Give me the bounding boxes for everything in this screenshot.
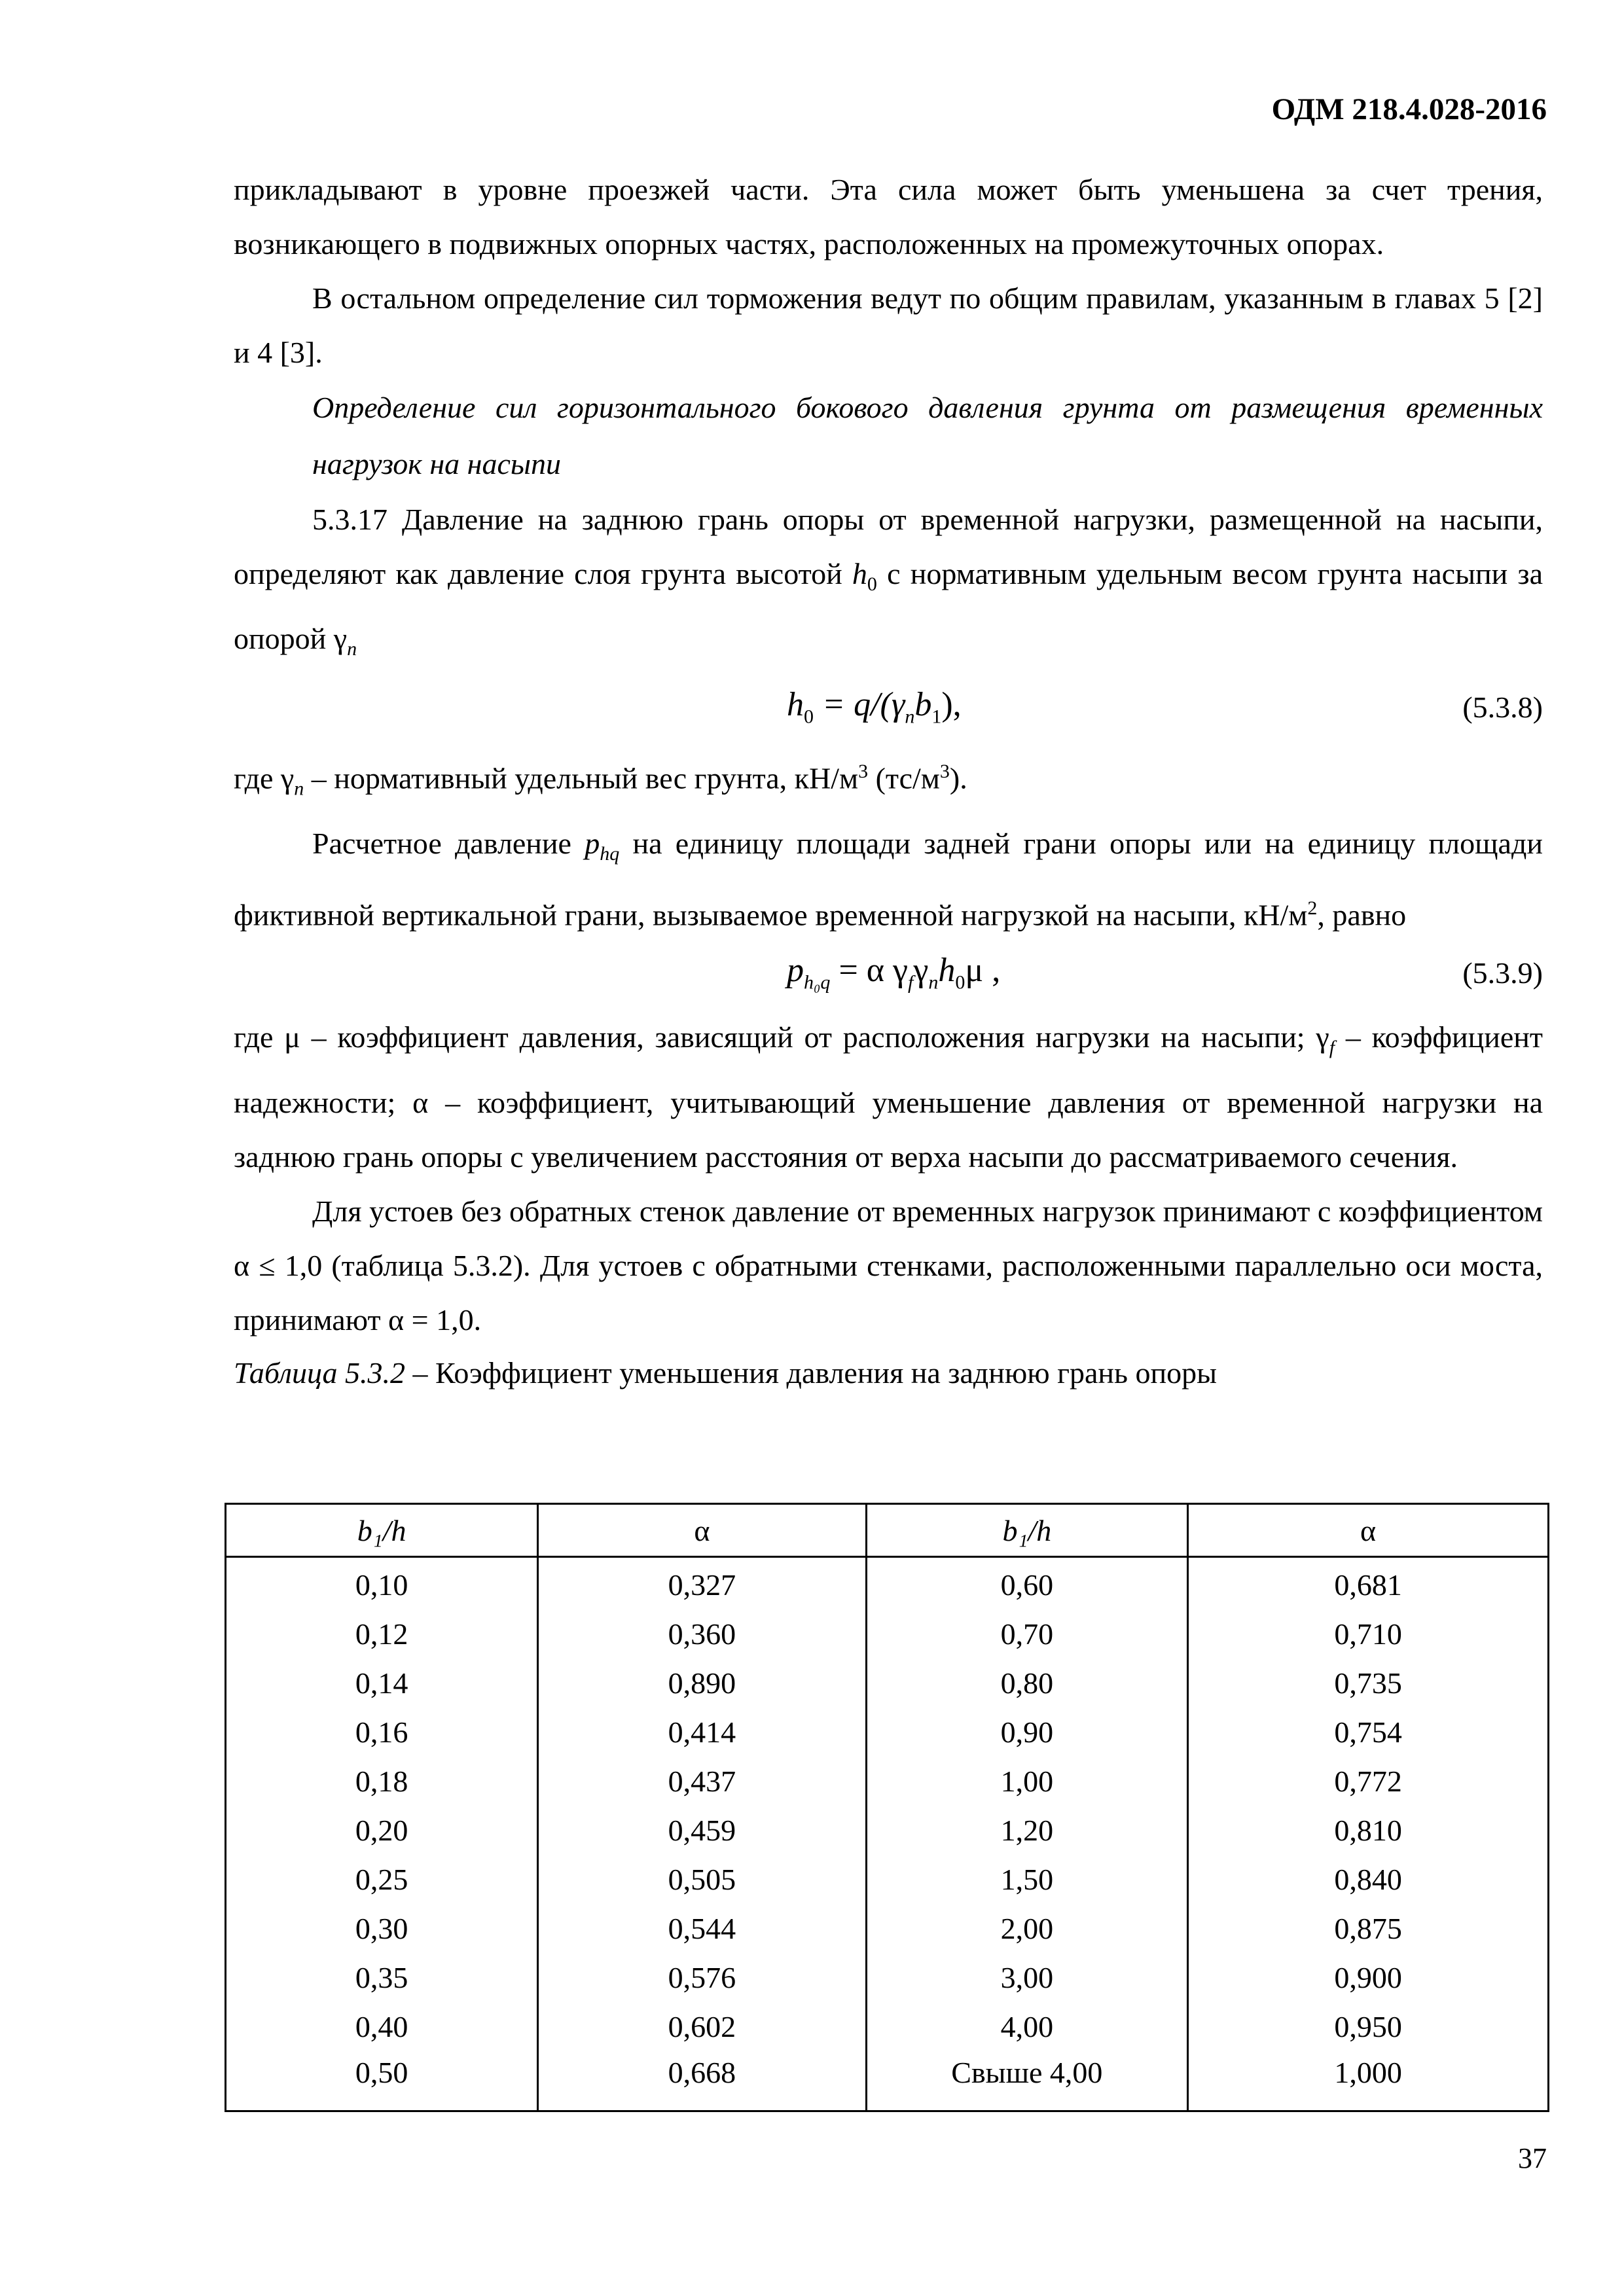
subscript: hq	[600, 843, 620, 865]
table-cell: 0,50	[226, 2051, 538, 2111]
formula-gamma: γ	[913, 952, 929, 990]
document-body	[234, 162, 1543, 1399]
var-h: h	[938, 952, 956, 990]
table-cell: 0,754	[1188, 1708, 1549, 1757]
table-cell: 0,35	[226, 1953, 538, 2002]
section-subheading: Определение сил горизонтального бокового давления грунта от размещения временных нагрузок на насыпи	[312, 391, 1543, 480]
formula-5-3-9	[234, 938, 1543, 1010]
table-row	[226, 1757, 1549, 1806]
table-cell: 0,10	[226, 1557, 538, 1610]
table-cell: 0,772	[1188, 1757, 1549, 1806]
var-h: h	[787, 686, 804, 724]
text-run: – нормативный удельный вес грунта, кН/м	[304, 761, 859, 795]
var-p: p	[787, 952, 804, 990]
text-run: ).	[949, 761, 967, 795]
var-h: h	[852, 557, 867, 590]
table-cell: 0,890	[538, 1659, 866, 1708]
table-cell: 0,437	[538, 1757, 866, 1806]
document-code-header: ОДМ 218.4.028-2016	[1271, 92, 1547, 126]
table-cell: 1,50	[866, 1855, 1188, 1904]
table-row	[226, 1609, 1549, 1659]
table-cell: 4,00	[866, 2002, 1188, 2051]
subscript: n	[928, 971, 939, 994]
text-run: 5.3.17 Давление на заднюю грань опоры от временной нагрузки, размещенной на насыпи, определяют как давление слоя грунта высотой	[234, 503, 1543, 590]
text-run: где μ – коэффициент давления, зависящий от расположения нагрузки на насыпи; γ	[234, 1020, 1329, 1054]
text-run: где γ	[234, 761, 295, 795]
formula-close: ),	[941, 686, 962, 724]
table-caption	[234, 1347, 1543, 1399]
text-run: Расчетное давление	[312, 826, 585, 860]
paragraph-gamma-definition	[234, 744, 1543, 816]
subscript: f	[1329, 1037, 1335, 1059]
paragraph-5-3-17	[234, 492, 1543, 676]
formula-expression	[787, 677, 962, 744]
text-run: с нормативным удельным весом грунта насыпи за опорой γ	[234, 557, 1543, 656]
table-cell: 0,80	[866, 1659, 1188, 1708]
text-run: (тс/м	[868, 761, 940, 795]
table-cell: 1,00	[866, 1757, 1188, 1806]
table-header-row	[226, 1504, 1549, 1557]
table-cell: 0,90	[866, 1708, 1188, 1757]
paragraph-2: В остальном определение сил торможения ведут по общим правилам, указанным в главах 5 [2] и 4 [3].	[234, 281, 1543, 369]
table-cell: 0,327	[538, 1557, 866, 1610]
formula-5-3-8	[234, 672, 1543, 744]
text-run: – коэффициент надежности; α – коэффициент, учитывающий уменьшение давления от временной нагрузки на заднюю грань опоры с увеличением расстояния от верха насыпи до рассматриваемого сечения.	[234, 1020, 1543, 1174]
paragraph-coefficients	[234, 1010, 1543, 1183]
coefficient-table	[225, 1503, 1549, 2112]
subscript: h₀q	[804, 971, 831, 994]
table-cell: 3,00	[866, 1953, 1188, 2002]
table-row	[226, 1953, 1549, 2002]
subscript: 0	[867, 573, 877, 596]
subscript: n	[294, 778, 304, 800]
superscript: 3	[858, 761, 869, 783]
table-cell: 0,576	[538, 1953, 866, 2002]
table-header-cell: b₁/h	[226, 1504, 538, 1557]
table-caption-text: – Коэффициент уменьшения давления на заднюю грань опоры	[405, 1355, 1218, 1390]
table-cell: 0,681	[1188, 1557, 1549, 1610]
table-header-cell: b₁/h	[866, 1504, 1188, 1557]
formula-mu: μ ,	[965, 952, 1001, 990]
table-cell: 0,840	[1188, 1855, 1549, 1904]
table-cell: 0,900	[1188, 1953, 1549, 2002]
var-p: p	[585, 826, 600, 860]
paragraph-abutments: Для устоев без обратных стенок давление от временных нагрузок принимают с коэффициентом α ≤ 1,0 (таблица 5.3.2). Для устоев с обратными стенками, расположенными параллельно оси моста, принимают α = 1,0.	[234, 1194, 1543, 1336]
table-header-cell: α	[538, 1504, 866, 1557]
subscript: 0	[955, 971, 965, 994]
table-cell: 0,505	[538, 1855, 866, 1904]
table-header-cell: α	[1188, 1504, 1549, 1557]
table-row	[226, 1708, 1549, 1757]
table-cell: 0,875	[1188, 1904, 1549, 1953]
superscript: 3	[939, 761, 950, 783]
subscript: 0	[804, 706, 814, 728]
table-row	[226, 2002, 1549, 2051]
table-cell: 0,710	[1188, 1609, 1549, 1659]
table-cell: 0,544	[538, 1904, 866, 1953]
table-cell: 0,70	[866, 1609, 1188, 1659]
table-cell: 0,950	[1188, 2002, 1549, 2051]
table-cell: 0,360	[538, 1609, 866, 1659]
superscript: 2	[1307, 897, 1318, 920]
table-row	[226, 1659, 1549, 1708]
table-cell: 0,18	[226, 1757, 538, 1806]
text-run: , равно	[1317, 898, 1407, 932]
table-cell: 0,459	[538, 1806, 866, 1855]
formula-rhs: = q/(γ	[814, 686, 905, 724]
table-cell: 0,14	[226, 1659, 538, 1708]
table-body	[226, 1557, 1549, 2111]
table-cell: Свыше 4,00	[866, 2051, 1188, 2111]
table-cell: 0,735	[1188, 1659, 1549, 1708]
table-cell: 0,12	[226, 1609, 538, 1659]
subscript: n	[905, 706, 915, 728]
table-cell: 0,60	[866, 1557, 1188, 1610]
table-row	[226, 1855, 1549, 1904]
table-row	[226, 1806, 1549, 1855]
subscript: f	[908, 971, 914, 994]
table-caption-label: Таблица 5.3.2	[234, 1355, 406, 1390]
formula-number: (5.3.9)	[1462, 956, 1543, 990]
table-row	[226, 2051, 1549, 2111]
var-b: b	[914, 686, 932, 724]
table-cell: 1,000	[1188, 2051, 1549, 2111]
table-cell: 0,668	[538, 2051, 866, 2111]
table-cell: 0,16	[226, 1708, 538, 1757]
subscript: 1	[931, 706, 942, 728]
table-cell: 0,25	[226, 1855, 538, 1904]
table-cell: 0,810	[1188, 1806, 1549, 1855]
table-cell: 0,20	[226, 1806, 538, 1855]
formula-expression	[787, 943, 1000, 1009]
table-cell: 0,40	[226, 2002, 538, 2051]
paragraph-1: прикладывают в уровне проезжей части. Эта сила может быть уменьшена за счет трения, возникающего в подвижных опорных частях, расположенных на промежуточных опорах.	[234, 173, 1543, 260]
text-run: на единицу площади задней грани опоры или на единицу площади фиктивной вертикальной грани, вызываемое временной нагрузкой на насыпи, кН/м	[234, 826, 1543, 932]
table-cell: 2,00	[866, 1904, 1188, 1953]
table-row	[226, 1557, 1549, 1610]
table-row	[226, 1904, 1549, 1953]
subscript: n	[347, 638, 357, 660]
page-number: 37	[1518, 2142, 1547, 2174]
table-cell: 0,602	[538, 2002, 866, 2051]
table-cell: 0,30	[226, 1904, 538, 1953]
formula-number: (5.3.8)	[1462, 691, 1543, 725]
paragraph-design-pressure	[234, 816, 1543, 942]
formula-rhs: = α γ	[830, 952, 908, 990]
table-cell: 1,20	[866, 1806, 1188, 1855]
table-cell: 0,414	[538, 1708, 866, 1757]
